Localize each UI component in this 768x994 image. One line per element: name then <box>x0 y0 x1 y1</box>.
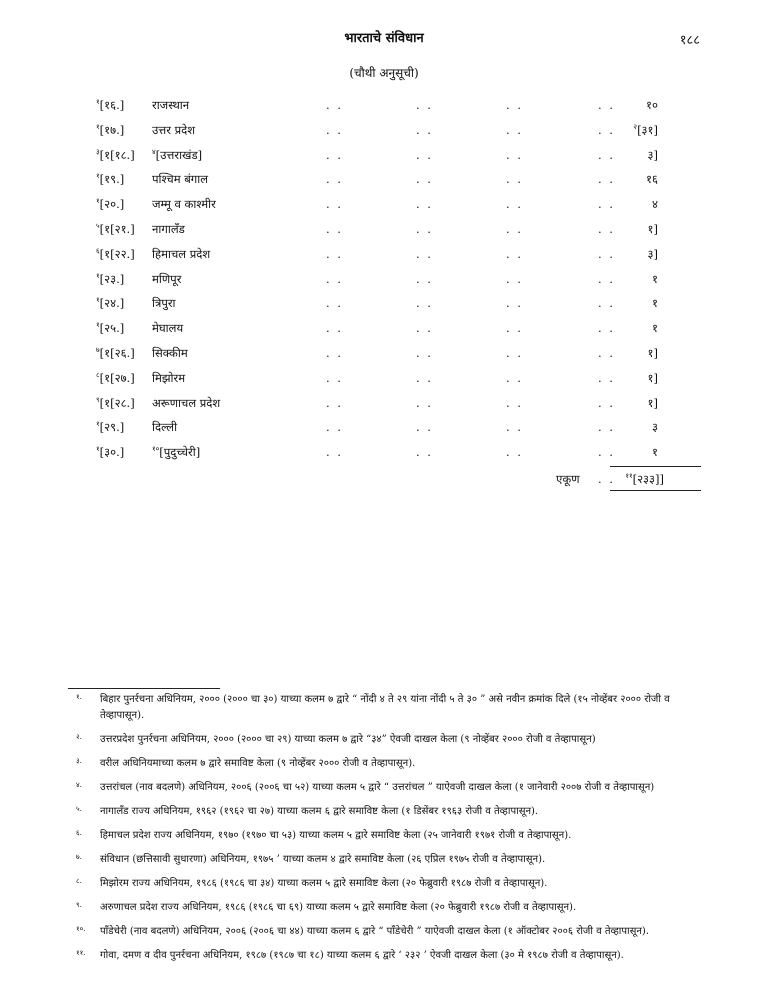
footnote-marker: ८ <box>96 370 100 379</box>
table-row <box>0 317 768 342</box>
leader-dots: . . <box>506 147 523 162</box>
row-number <box>96 320 124 336</box>
state-name <box>152 221 185 237</box>
footnote-marker: २ <box>633 122 638 131</box>
row-number <box>96 271 124 287</box>
leader-dots: . . <box>416 221 433 236</box>
row-number <box>96 171 124 187</box>
leader-dots: . . <box>326 172 343 187</box>
seat-count-text: १ <box>652 296 658 311</box>
seat-count <box>648 395 658 411</box>
row-number <box>96 196 124 212</box>
seat-count-text: १] <box>647 395 658 410</box>
leader-dots: . . <box>598 321 615 336</box>
state-name <box>152 395 220 411</box>
leader-dots: . . <box>506 271 523 286</box>
table-row <box>0 416 768 441</box>
leader-dots: . . <box>326 395 343 410</box>
row-number-text: [२५.] <box>99 321 125 336</box>
leader-dots: . . <box>326 147 343 162</box>
seat-count <box>652 196 658 212</box>
table-row <box>0 268 768 293</box>
row-number <box>96 345 135 361</box>
row-number <box>96 444 124 460</box>
row-number-text: [१६.] <box>99 98 125 112</box>
row-number-text: [१[२७.] <box>99 370 135 385</box>
leader-dots: . . <box>598 395 615 410</box>
footnotes <box>68 692 704 972</box>
row-number <box>96 370 135 386</box>
footnote <box>68 948 704 964</box>
state-name <box>152 370 185 386</box>
leader-dots: . . <box>506 321 523 336</box>
leader-dots: . . <box>598 296 615 311</box>
state-name-text: [उत्तराखंड] <box>155 147 203 162</box>
total-value-text: [२३३]] <box>632 472 664 486</box>
seat-count-text: ४ <box>652 197 658 212</box>
seat-count-text: १ <box>652 271 658 286</box>
table-row <box>0 392 768 417</box>
footnote <box>68 828 704 844</box>
seat-count-text: १] <box>647 370 658 385</box>
leader-dots: . . <box>416 271 433 286</box>
state-name <box>152 171 208 187</box>
footnote <box>68 692 704 724</box>
leader-dots: . . <box>416 321 433 336</box>
leader-dots: . . <box>416 197 433 212</box>
leader-dots: . . <box>326 445 343 460</box>
footnote-number: ७. <box>76 853 82 861</box>
footnote-marker: १० <box>152 445 160 454</box>
footnote-number: ५. <box>76 805 82 813</box>
leader-dots: . . <box>506 122 523 137</box>
footnote-number: १०. <box>76 925 86 933</box>
leader-dots: . . <box>326 296 343 311</box>
leader-dots: . . <box>416 246 433 261</box>
total-rule-top <box>610 466 701 467</box>
seat-count-text: [३१] <box>637 122 658 137</box>
table-row <box>0 94 768 119</box>
row-number-text: [१[२६.] <box>99 345 135 360</box>
footnote <box>68 804 704 820</box>
footnote-text: उत्तरांचल (नाव बदलणे) अधिनियम, २००६ (२००६ चा ५२) याच्या कलम ५ द्वारे “ उत्तरांचल ” याऐवजी दाखल केला (१ जानेवारी २००७ रोजी व तेव्हापासून) <box>100 782 655 793</box>
footnote <box>68 876 704 892</box>
footnote-marker: १ <box>96 321 100 330</box>
table-row <box>0 218 768 243</box>
footnote-text: गोवा, दमण व दीव पुनर्रचना अधिनियम, १९८७ (१९८७ चा १८) याच्या कलम ६ द्वारे ‘ २३२ ’ ऐवजी दाखल केला (३० मे १९८७ रोजी व तेव्हापासून). <box>100 950 624 961</box>
table-row <box>0 168 768 193</box>
table-row <box>0 119 768 144</box>
footnote <box>68 900 704 916</box>
footnote <box>68 756 704 772</box>
seat-count <box>648 147 658 163</box>
state-name <box>152 271 181 287</box>
footnote-text: मिझोरम राज्य अधिनियम, १९८६ (१९८६ चा ३४) याच्या कलम ५ द्वारे समाविष्ट केला (२० फेब्रुवारी १९८७ रोजी व तेव्हापासून). <box>100 878 548 889</box>
footnote-marker: १ <box>96 197 100 206</box>
state-name-text: सिक्कीम <box>152 345 188 360</box>
table-row <box>0 144 768 169</box>
seat-count <box>648 345 658 361</box>
state-name <box>152 196 216 212</box>
leader-dots: . . <box>598 147 615 162</box>
footnote-number: १. <box>76 693 82 701</box>
state-name-text: अरूणाचल प्रदेश <box>152 395 221 410</box>
seat-count-text: ३ <box>652 420 658 435</box>
table-row <box>0 342 768 367</box>
seat-count <box>652 419 658 435</box>
total-dots: . . <box>598 472 615 486</box>
leader-dots: . . <box>506 420 523 435</box>
leader-dots: . . <box>598 345 615 360</box>
row-number <box>96 122 124 138</box>
leader-dots: . . <box>326 345 343 360</box>
row-number <box>96 97 124 113</box>
leader-dots: . . <box>326 321 343 336</box>
seat-count <box>652 444 658 460</box>
row-number-text: [२४.] <box>99 296 125 311</box>
leader-dots: . . <box>416 445 433 460</box>
leader-dots: . . <box>598 420 615 435</box>
seat-count <box>633 122 658 138</box>
leader-dots: . . <box>598 271 615 286</box>
footnote-marker: ५ <box>96 222 100 231</box>
seat-count <box>652 295 658 311</box>
footnote-divider <box>68 688 220 689</box>
row-number <box>96 295 124 311</box>
footnote-marker: १ <box>96 122 100 131</box>
seat-count <box>648 370 658 386</box>
state-name-text: नागालँड <box>152 221 185 236</box>
seat-count-text: १] <box>647 221 658 236</box>
state-name-text: [पुदुच्चेरी] <box>159 445 201 460</box>
total-label: एकूण <box>556 472 580 486</box>
leader-dots: . . <box>506 445 523 460</box>
state-name-text: त्रिपुरा <box>152 296 176 311</box>
leader-dots: . . <box>416 370 433 385</box>
leader-dots: . . <box>598 221 615 236</box>
leader-dots: . . <box>416 122 433 137</box>
leader-dots: . . <box>326 197 343 212</box>
schedule-subtitle: (चौथी अनुसूची) <box>349 66 419 80</box>
leader-dots: . . <box>598 445 615 460</box>
footnote-marker: १ <box>96 172 100 181</box>
leader-dots: . . <box>598 197 615 212</box>
footnote-text: उत्तरप्रदेश पुनर्रचना अधिनियम, २००० (२००० चा २९) याच्या कलम ७ द्वारे “३४” ऐवजी दाखल केला (९ नोव्हेंबर २००० रोजी व तेव्हापासून) <box>100 734 596 745</box>
row-number-text: [२३.] <box>99 271 125 286</box>
footnote <box>68 732 704 748</box>
leader-dots: . . <box>506 395 523 410</box>
seat-count-text: १० <box>646 98 658 112</box>
state-name-text: हिमाचल प्रदेश <box>152 246 211 261</box>
leader-dots: . . <box>506 345 523 360</box>
state-name-text: मेघालय <box>152 321 184 336</box>
state-name-text: मिझोरम <box>152 370 186 385</box>
row-number-text: [१९.] <box>99 172 125 187</box>
seat-allocation-table <box>0 94 768 466</box>
state-name <box>152 147 202 163</box>
seat-count-text: १] <box>647 345 658 360</box>
footnote-marker: १ <box>96 420 100 429</box>
seat-count-text: १६ <box>646 172 658 187</box>
leader-dots: . . <box>416 172 433 187</box>
footnote-marker: ९ <box>96 395 100 404</box>
leader-dots: . . <box>416 296 433 311</box>
state-name-text: मणिपूर <box>152 271 182 286</box>
row-number <box>96 419 124 435</box>
leader-dots: . . <box>506 221 523 236</box>
state-name <box>152 97 189 113</box>
footnote-text: संविधान (छत्तिसावी सुधारणा) अधिनियम, १९७५ ’ याच्या कलम ४ द्वारे समाविष्ट केला (२६ एप्रिल १९७५ रोजी व तेव्हापासून). <box>100 854 546 865</box>
leader-dots: . . <box>506 197 523 212</box>
seat-count-text: ३] <box>647 147 658 162</box>
seat-count-text: १ <box>652 321 658 336</box>
leader-dots: . . <box>506 172 523 187</box>
footnote-number: ११. <box>76 949 86 957</box>
leader-dots: . . <box>598 370 615 385</box>
leader-dots: . . <box>416 345 433 360</box>
row-number-text: [१[२२.] <box>99 246 135 261</box>
state-name <box>152 295 176 311</box>
leader-dots: . . <box>326 370 343 385</box>
leader-dots: . . <box>326 122 343 137</box>
seat-count <box>646 97 658 113</box>
footnote <box>68 924 704 940</box>
seat-count <box>646 171 658 187</box>
row-number <box>96 395 135 411</box>
footnote-text: हिमाचल प्रदेश राज्य अधिनियम, १९७० (१९७० चा ५३) याच्या कलम ५ द्वारे समाविष्ट केला (२५ जानेवारी १९७१ रोजी व तेव्हापासून). <box>100 830 572 841</box>
row-number-text: [१[२१.] <box>99 221 135 236</box>
table-row <box>0 193 768 218</box>
footnote-marker: ६ <box>96 246 100 255</box>
state-name-text: उत्तर प्रदेश <box>152 122 196 137</box>
table-row <box>0 292 768 317</box>
footnote-marker: १ <box>96 271 100 280</box>
footnote-number: २. <box>76 733 82 741</box>
leader-dots: . . <box>416 420 433 435</box>
state-name <box>152 122 195 138</box>
leader-dots: . . <box>598 122 615 137</box>
state-name-text: पश्चिम बंगाल <box>152 172 209 187</box>
row-number-text: [३०.] <box>99 445 125 460</box>
state-name-text: राजस्थान <box>152 98 190 112</box>
footnote-marker: ७ <box>96 346 100 355</box>
footnote-text: वरील अधिनियमाच्या कलम ७ द्वारे समाविष्ट केला (९ नोव्हेंबर २००० रोजी व तेव्हापासून). <box>100 758 416 769</box>
footnote-marker: १ <box>96 98 100 107</box>
state-name <box>152 419 177 435</box>
leader-dots: . . <box>506 246 523 261</box>
row-number-text: [१[२८.] <box>99 395 135 410</box>
leader-dots: . . <box>506 98 523 112</box>
leader-dots: . . <box>326 221 343 236</box>
row-number-text: [१७.] <box>99 122 125 137</box>
table-row <box>0 441 768 466</box>
state-name <box>152 320 183 336</box>
page-number: १८८ <box>679 33 700 48</box>
seat-count-text: ३] <box>647 246 658 261</box>
total-value <box>625 472 664 487</box>
row-number <box>96 246 135 262</box>
leader-dots: . . <box>326 420 343 435</box>
footnote-number: ८. <box>76 877 82 885</box>
leader-dots: . . <box>416 98 433 112</box>
seat-count <box>652 320 658 336</box>
leader-dots: . . <box>326 246 343 261</box>
footnote-marker: १ <box>96 296 100 305</box>
leader-dots: . . <box>416 147 433 162</box>
footnote-text: नागालँड राज्य अधिनियम, १९६२ (१९६२ चा २७) याच्या कलम ६ द्वारे समाविष्ट केला (१ डिसेंबर १९६३ रोजी व तेव्हापासून). <box>100 806 539 817</box>
footnote <box>68 852 704 868</box>
row-number <box>96 221 135 237</box>
total-row <box>0 472 768 490</box>
seat-count <box>652 271 658 287</box>
leader-dots: . . <box>598 98 615 112</box>
seat-count <box>648 221 658 237</box>
footnote-number: ३. <box>76 757 82 765</box>
leader-dots: . . <box>416 395 433 410</box>
footnote-text: बिहार पुनर्रचना अधिनियम, २००० (२००० चा ३०) याच्या कलम ७ द्वारे “ नोंदी ४ ते २९ यांना नोंदी ५ ते ३० ” असे नवीन क्रमांक दिले (१५ नोव्हेंबर २००० रोजी व तेव्हापासून). <box>100 694 670 721</box>
page-title: भारताचे संविधान <box>344 31 424 46</box>
total-rule-bottom <box>610 490 701 491</box>
leader-dots: . . <box>598 172 615 187</box>
footnote-number: ४. <box>76 781 82 789</box>
row-number-text: [१[१८.] <box>99 147 135 162</box>
state-name <box>152 246 210 262</box>
row-number-text: [२०.] <box>99 197 125 212</box>
state-name-text: जम्मू व काश्मीर <box>152 197 216 212</box>
state-name-text: दिल्ली <box>152 420 178 435</box>
footnote-marker: १ <box>96 445 100 454</box>
footnote-marker: ११ <box>625 472 633 481</box>
row-number-text: [२९.] <box>99 420 125 435</box>
row-number <box>96 147 135 163</box>
footnote-marker: ४ <box>152 147 156 156</box>
footnote-text: अरुणाचल प्रदेश राज्य अधिनियम, १९८६ (१९८६ चा ६९) याच्या कलम ५ द्वारे समाविष्ट केला (२० फेब्रुवारी १९८७ रोजी व तेव्हापासून). <box>100 902 577 913</box>
footnote-number: ९. <box>76 901 82 909</box>
seat-count <box>648 246 658 262</box>
table-row <box>0 243 768 268</box>
seat-count-text: १ <box>652 445 658 460</box>
footnote-marker: ३ <box>96 147 100 156</box>
leader-dots: . . <box>598 246 615 261</box>
leader-dots: . . <box>326 98 343 112</box>
footnote <box>68 780 704 796</box>
state-name <box>152 444 200 460</box>
footnote-number: ६. <box>76 829 82 837</box>
footnote-text: पॉंडेचेरी (नाव बदलणे) अधिनियम, २००६ (२००६ चा ४४) याच्या कलम ६ द्वारे “ पॉंडेचेरी ” याऐवजी दाखल केला (१ ऑक्टोबर २००६ रोजी व तेव्हापासून). <box>100 926 650 937</box>
leader-dots: . . <box>506 296 523 311</box>
leader-dots: . . <box>326 271 343 286</box>
state-name <box>152 345 188 361</box>
table-row <box>0 367 768 392</box>
leader-dots: . . <box>506 370 523 385</box>
